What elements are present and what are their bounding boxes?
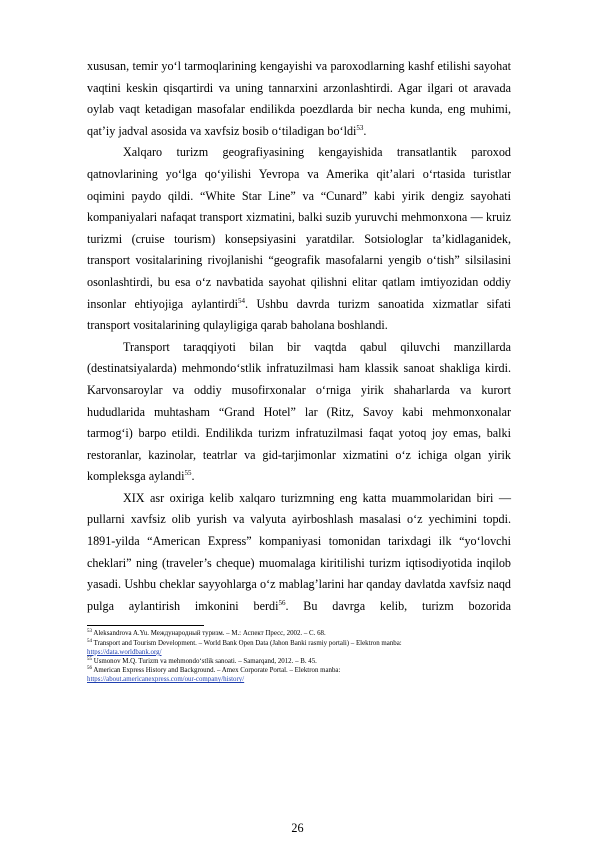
- footnote-53: [87, 629, 511, 638]
- paragraph-text: .: [363, 123, 367, 138]
- paragraph-railways: [87, 56, 511, 142]
- footnote-54-link-line: [87, 648, 511, 657]
- footnote-text: Usmonov M.Q. Turizm va mehmondo‘stlik sanoati. – Samarqand, 2012. – B. 45.: [92, 658, 317, 666]
- footnote-55: [87, 657, 511, 666]
- paragraph-text: Xalqaro turizm geografiyasining kengayishida transatlantik paroxod qatnovlarining yo‘lga qo‘yilishi Yevropa va Amerika qit’alari o‘rtasida turistlar oqimini paydo qildi. “White Star Line” va “Cunard” kabi yirik dengiz sayohati kompaniyalari nafaqat transport xizmatini, balki suzib yuruvchi mehmonxona — kruiz turizmi (cruise tourism) konsepsiyasini yaratdilar. Sotsiologlar ta’kidlaganidek, transport vositalarining rivojlanishi “geografik masofalarni yengib o‘tish” silsilasini osonlashtirdi, bu esa o‘z navbatida sayohat qilishni elitar qatlam imtiyozidan oddiy insonlar ehtiyojiga aylantirdi: [87, 145, 511, 311]
- footnote-56-link-line: [87, 675, 511, 684]
- footnote-number: 53: [87, 629, 92, 635]
- footnote-separator: [87, 625, 204, 626]
- paragraph-text: .: [191, 469, 195, 484]
- footnote-56: [87, 666, 511, 675]
- footnote-text: Transport and Tourism Development. – World Bank Open Data (Jahon Banki rasmiy portali) – Elektron manba:: [92, 639, 402, 647]
- paragraph-text: Transport taraqqiyoti bilan bir vaqtda qabul qiluvchi manzillarda (destinatsiyalarda) mehmondo‘stlik infratuzilmasi ham klassik sanoat shakliga kirdi. Karvonsaroylar va oddiy musofirxonalar o‘rniga yirik shaharlarda va kurort hududlarida muhtasham “Grand Hotel” lar (Ritz, Savoy kabi mehmonxonalar tarmog‘i) barpo etildi. Endilikda turizm infratuzilmasi faqat yotoq joy emas, balki restoranlar, kazinolar, teatrlar va gid-tarjimonlar xizmatini o‘z ichiga olgan yirik kompleksga aylandi: [87, 339, 511, 484]
- footnote-ref-54[interactable]: 54: [238, 296, 246, 305]
- paragraph-infrastructure: [87, 337, 511, 488]
- footnote-number: 54: [87, 638, 92, 644]
- footnote-ref-55[interactable]: 55: [184, 469, 192, 478]
- paragraph-transatlantic: [87, 142, 511, 336]
- footnote-number: 55: [87, 657, 92, 663]
- footnote-text: American Express History and Background. – Amex Corporate Portal. – Elektron manba:: [92, 667, 341, 675]
- paragraph-text: . Bu davrga kelib, turizm bozorida: [285, 598, 511, 613]
- footnote-text: Aleksandrova A.Yu. Международный туризм. – M.: Аспект Пресс, 2002. – С. 68.: [92, 630, 326, 638]
- paragraph-text: xususan, temir yo‘l tarmoqlarining kengayishi va paroxodlarning kashf etilishi sayohat vaqtini keskin qisqartirdi va uning tannarxini arzonlashtirdi. Agar ilgari ot aravada oylab vaqt ketadigan masofalar endilikda poezdlarda bir necha kunda, eng muhimi, qat’iy jadval asosida va xavfsiz bosib o‘tiladigan bo‘ldi: [87, 59, 511, 138]
- footnote-ref-53[interactable]: 53: [356, 123, 364, 132]
- paragraph-travelers-cheque: [87, 488, 511, 618]
- page-number: 26: [291, 821, 304, 835]
- paragraph-text: . Ushbu davrda turizm sanoatida xizmatlar sifati transport vositalarining qulayligiga qarab baholana boshlandi.: [87, 296, 511, 333]
- footnote-ref-56[interactable]: 56: [278, 598, 286, 607]
- footnote-54: [87, 639, 511, 648]
- footnote-number: 56: [87, 666, 92, 672]
- footnote-link-worldbank[interactable]: https://data.worldbank.org/: [87, 648, 162, 656]
- paragraph-text: XIX asr oxiriga kelib xalqaro turizmning eng katta muammolaridan biri — pullarni xavfsiz olib yurish va valyuta ayirboshlash masalasi o‘z yechimini topdi. 1891-yilda “American Express” kompaniyasi tomonidan tarixdagi ilk “yo‘lovchi cheklari” ning (traveler’s cheque) muomalaga kiritilishi turizm iqtisodiyotida inqilob yasadi. Ushbu cheklar sayyohlarga o‘z mablag’larini har qanday davlatda xavfsiz naqd pulga aylantirish imkonini berdi: [87, 490, 511, 613]
- document-page: [87, 56, 511, 685]
- footnote-link-amex[interactable]: https://about.americanexpress.com/our-company/history/: [87, 676, 245, 684]
